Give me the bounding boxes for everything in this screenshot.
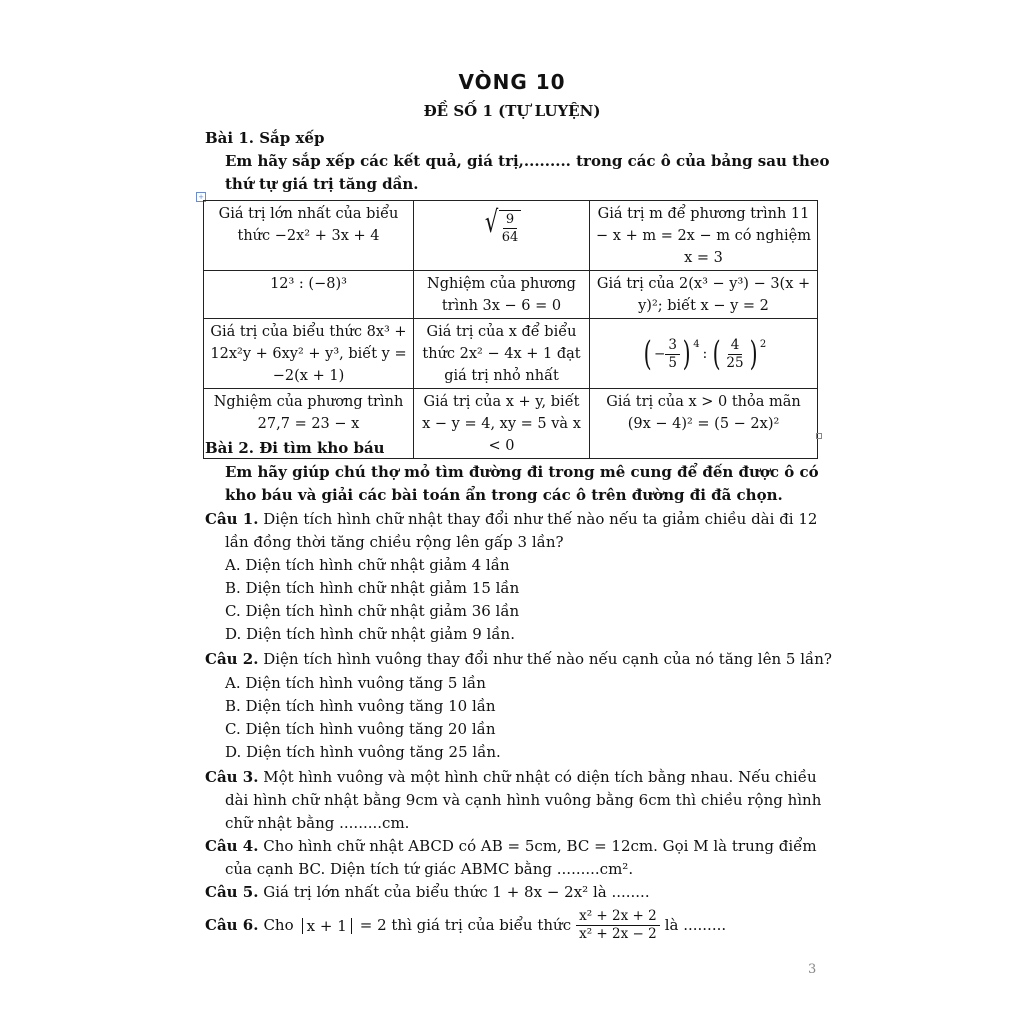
fraction — [576, 908, 660, 943]
page-title: VÒNG 10 — [458, 70, 566, 94]
numerator: 4 — [728, 337, 743, 355]
power-expression: ( − $\frac{3}{5}$ ) $^4$ : ( $\frac{4}{25}$ ) $^2$ — [643, 334, 767, 374]
minus-sign: − — [654, 346, 666, 362]
question-1: Câu 1. Diện tích hình chữ nhật thay đổi như thế nào nếu ta giảm chiều dài đi 12 lần đồng thời tăng chiều rộng lên gấp 3 lần? — [205, 510, 818, 551]
sort-table — [203, 200, 818, 459]
table-row — [204, 319, 818, 389]
bai2-heading: Bài 2. Đi tìm kho báu — [205, 439, 385, 457]
fraction — [665, 337, 680, 372]
table-cell: Giá trị của x + y, biết x − y = 4, xy = 5 và x < 0 — [414, 389, 590, 459]
table-cell: 12³ : (−8)³ — [204, 271, 414, 319]
sqrt-expression — [482, 203, 522, 246]
bai1-heading: Bài 1. Sắp xếp — [205, 129, 325, 147]
table-cell: Giá trị của x > 0 thỏa mãn (9x − 4)² = (5 − 2x)² — [590, 389, 818, 459]
answer-option: C. Diện tích hình vuông tăng 20 lần — [225, 720, 496, 738]
answer-option: C. Diện tích hình chữ nhật giảm 36 lần — [225, 602, 520, 620]
sqrt-sign-icon: √ — [484, 205, 498, 240]
denominator: 64 — [501, 230, 519, 245]
answer-option: D. Diện tích hình chữ nhật giảm 9 lần. — [225, 625, 515, 643]
exponent: 2 — [759, 339, 767, 350]
numerator: 9 — [503, 211, 517, 229]
table-cell: Giá trị lớn nhất của biểu thức −2x² + 3x + 4 — [204, 201, 414, 271]
absolute-value: x + 1 — [302, 918, 352, 934]
answer-option: A. Diện tích hình chữ nhật giảm 4 lần — [225, 556, 510, 574]
table-cell: Giá trị của x để biểu thức 2x² − 4x + 1 đạt giá trị nhỏ nhất — [414, 319, 590, 389]
table-row — [204, 271, 818, 319]
table-cell — [414, 201, 590, 271]
table-cell — [590, 319, 818, 389]
fraction — [723, 337, 746, 372]
table-cell: Giá trị của biểu thức 8x³ + 12x²y + 6xy² + y³, biết y = −2(x + 1) — [204, 319, 414, 389]
numerator: x² + 2x + 2 — [576, 908, 660, 926]
question-2: Câu 2. Diện tích hình vuông thay đổi như thế nào nếu cạnh của nó tăng lên 5 lần? — [205, 650, 832, 668]
table-cell: Giá trị của 2(x³ − y³) − 3(x + y)²; biết x − y = 2 — [590, 271, 818, 319]
answer-option: B. Diện tích hình chữ nhật giảm 15 lần — [225, 579, 520, 597]
bai1-instruction: Em hãy sắp xếp các kết quả, giá trị,......... trong các ô của bảng sau theo thứ tự giá trị tăng dần. — [225, 152, 830, 193]
denominator: x² + 2x − 2 — [579, 926, 657, 942]
answer-option: B. Diện tích hình vuông tăng 10 lần — [225, 697, 496, 715]
numerator: 3 — [665, 337, 680, 355]
table-cell: Nghiệm của phương trình 3x − 6 = 0 — [414, 271, 590, 319]
bai2-instruction: Em hãy giúp chú thợ mỏ tìm đường đi trong mê cung để đến được ô có kho báu và giải các bài toán ẩn trong các ô trên đường đi đã chọn. — [225, 463, 819, 504]
question-4: Câu 4. Cho hình chữ nhật ABCD có AB = 5cm, BC = 12cm. Gọi M là trung điểm của cạnh BC. Diện tích tứ giác ABMC bằng .........cm². — [205, 837, 817, 878]
denominator: 25 — [726, 354, 744, 371]
table-cell: Giá trị m để phương trình 11 − x + m = 2x − m có nghiệm x = 3 — [590, 201, 818, 271]
denominator: 5 — [668, 354, 677, 371]
table-row — [204, 201, 818, 271]
table-move-handle-icon[interactable]: + — [196, 192, 206, 202]
page-number: 3 — [808, 962, 817, 977]
question-5: Câu 5. Giá trị lớn nhất của biểu thức 1 + 8x − 2x² là ........ — [205, 883, 650, 901]
question-3: Câu 3. Một hình vuông và một hình chữ nhật có diện tích bằng nhau. Nếu chiều dài hình chữ nhật bằng 9cm và cạnh hình vuông bằng 6cm thì chiều rộng hình chữ nhật bằng .........cm. — [205, 768, 822, 832]
table-cell: Nghiệm của phương trình 27,7 = 23 − x — [204, 389, 414, 459]
exponent: 4 — [693, 339, 700, 350]
operator: : — [702, 346, 708, 362]
question-1-options — [205, 554, 817, 646]
question-2-options — [205, 672, 817, 764]
question-6: Câu 6. Cho x + 1 = 2 thì giá trị của biểu thức $\frac{\text{x² + 2x + 2}}{\text{x² + 2x − 2}}$ là ......... — [205, 908, 727, 942]
fraction — [499, 210, 522, 246]
answer-option: D. Diện tích hình vuông tăng 25 lần. — [225, 743, 501, 761]
answer-option: A. Diện tích hình vuông tăng 5 lần — [225, 674, 486, 692]
page-subtitle: ĐỀ SỐ 1 (TỰ LUYỆN) — [423, 102, 601, 120]
